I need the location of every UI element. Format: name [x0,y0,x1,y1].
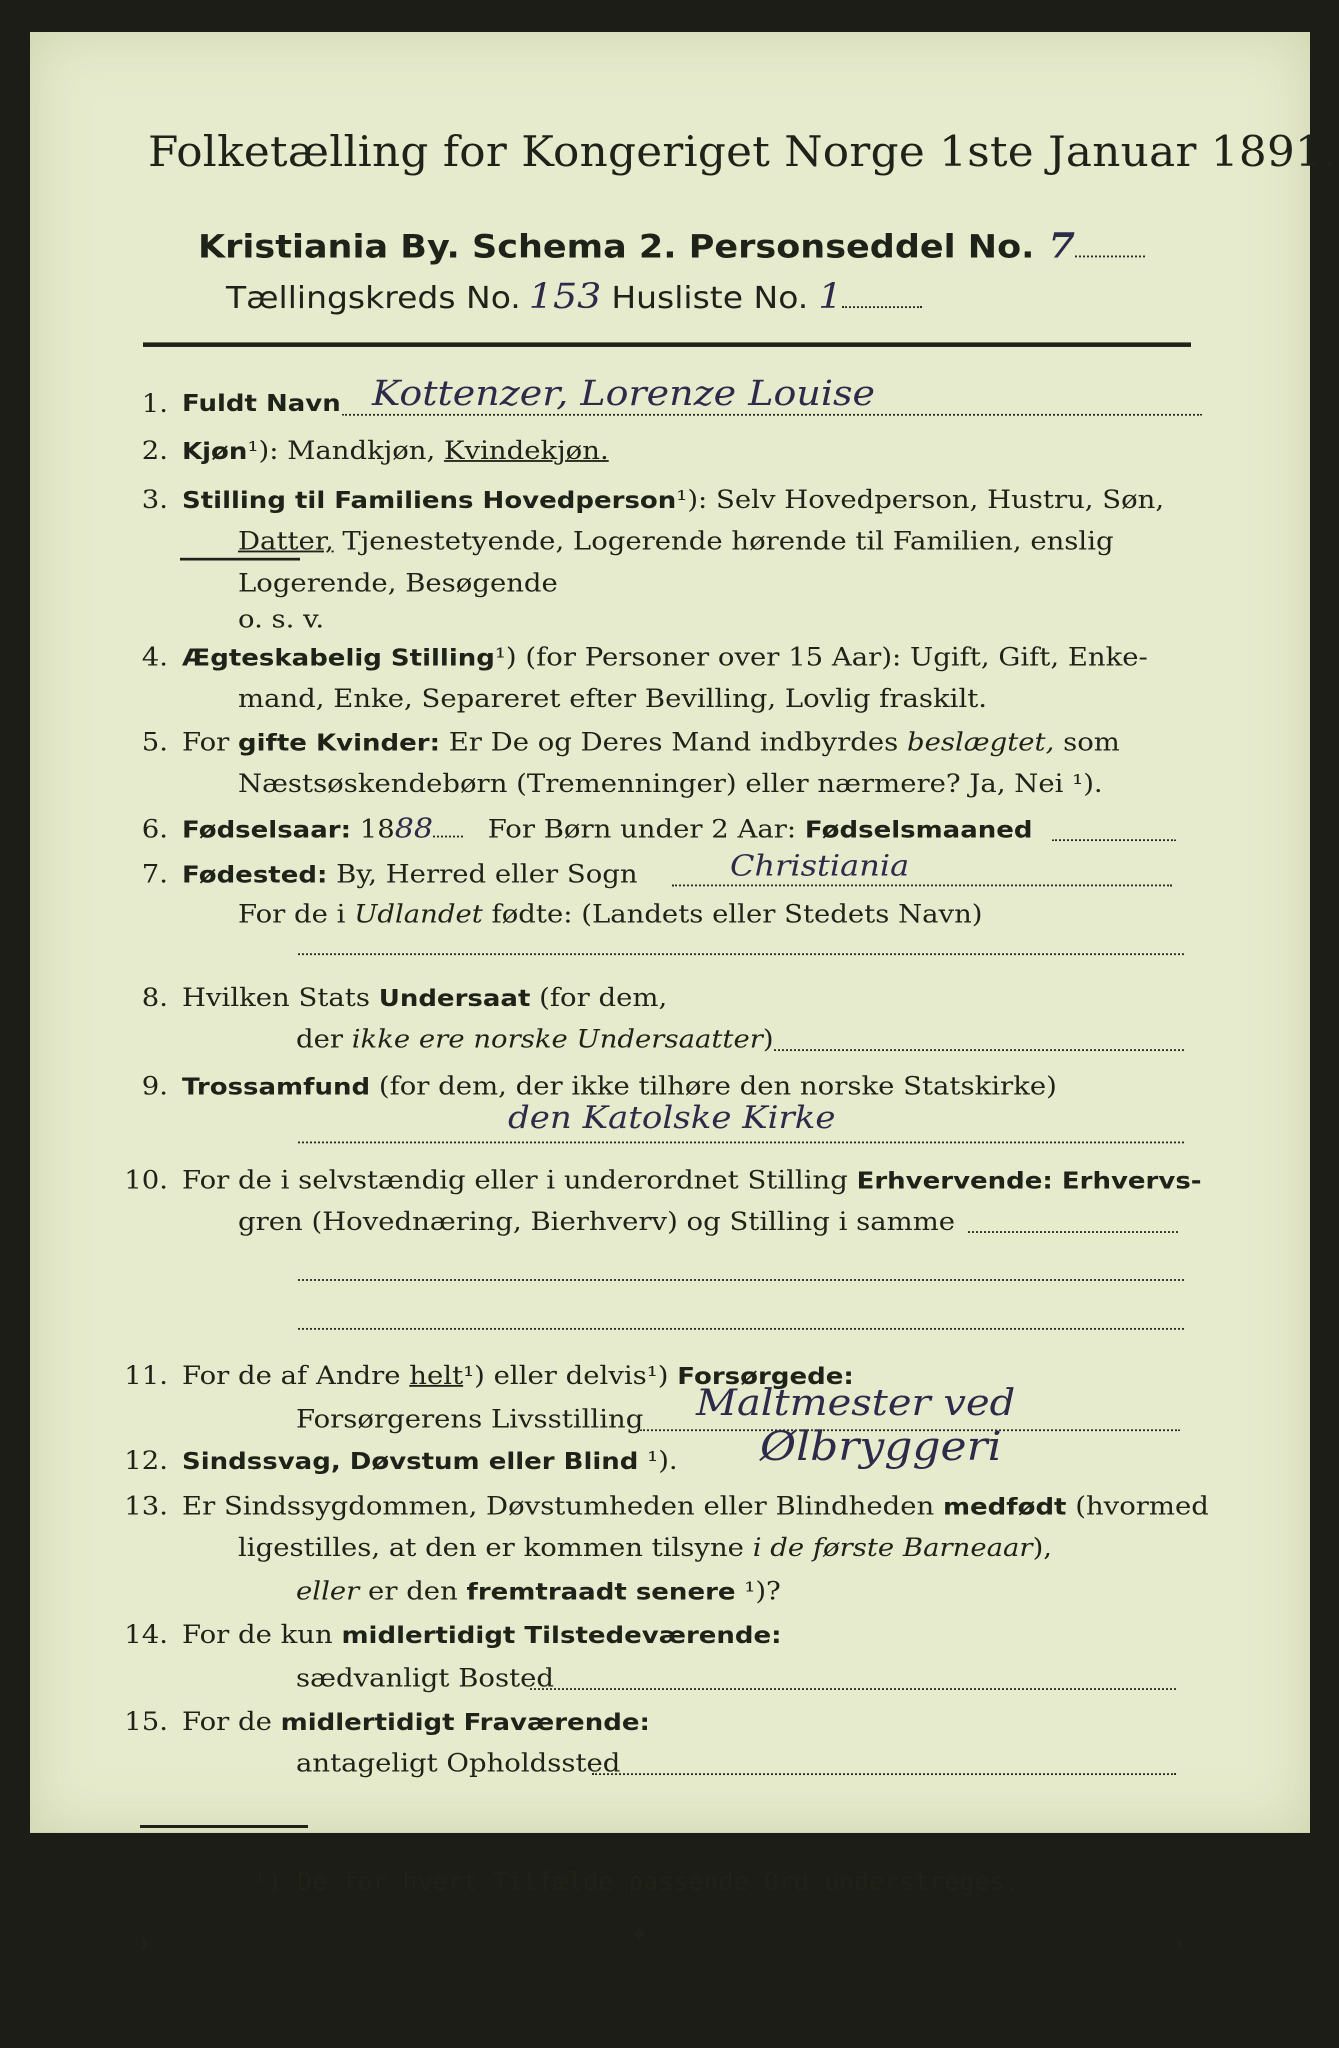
q2-options: ¹): Mandkjøn, [247,436,445,466]
registration-mark-center: ✦ [630,1923,649,1948]
q5-italic: beslægtet, [906,727,1055,757]
q12-rest: ¹). [638,1446,678,1476]
q1-label: Fuldt Navn [182,390,341,418]
q2-label: Kjøn [182,438,248,466]
q5-line2: Næstsøskendebørn (Tremenninger) eller nærmere? Ja, Nei ¹). [238,769,1103,799]
q13-line2-italic: i de første Barneaar [752,1533,1033,1563]
q7-answer: Christiania [730,848,910,883]
husliste-no: 1 [818,276,843,317]
q10-dots [968,1231,1178,1233]
q9-line [298,1142,1184,1144]
header-divider [143,342,1191,347]
taellingskreds-label: Tællingskreds No. [226,279,521,316]
q10-pre: For de i selvstændig eller i underordnet Stilling [182,1165,857,1195]
q6-year-prefix: 18 [359,814,395,844]
q3-answer-mark [180,558,300,561]
q7-rest: By, Herred eller Sogn [327,860,638,890]
q2-selected: Kvindekjøn. [444,436,609,466]
q11-pre: For de af Andre [182,1361,410,1391]
q6-label2: Fødselsmaaned [804,816,1033,844]
husliste-label: Husliste No. [611,279,809,316]
registration-mark-left: ✈ [135,1933,154,1958]
q8-line2-pre: der [296,1024,352,1054]
q15-line2 [296,1742,1176,1784]
q15-pre: For de [182,1707,281,1737]
q8-line2-italic: ikke ere norske Undersaatter [351,1024,763,1054]
q3-line4: o. s. v. [238,604,325,634]
q13-line3 [296,1571,781,1614]
q7-line2-pre: For de i [238,899,355,929]
q7-line2 [238,894,983,936]
q7-label: Fødested: [182,861,328,890]
q9-rest: (for dem, der ikke tilhøre den norske Statskirke) [370,1071,1057,1101]
q13-label: medfødt [942,1493,1067,1521]
q5-pre: For [182,727,239,757]
q4-number: 4. [141,642,168,672]
census-form-sheet [30,32,1338,1833]
q3-selected: Datter, [238,527,334,556]
q14-label: midlertidigt Tilstedeværende: [341,1622,782,1650]
q3-line3: Logerende, Besøgende [238,568,558,598]
q13-line3-mid: er den [359,1576,467,1606]
q3-line2: Tjenestetyende, Logerende hørende til Familien, enslig [333,527,1114,556]
q10-label: Erhvervende: [856,1167,1053,1195]
q13-rest: (hvormed [1066,1491,1209,1521]
form-title: Folketælling for Kongeriget Norge 1ste Januar 1891. [148,127,1338,177]
q5-label: gifte Kvinder: [238,729,440,757]
q15-line2-label: antageligt Opholdssted [296,1748,621,1778]
q15-number: 15. [124,1707,168,1737]
personseddel-no: 7 [1048,224,1075,266]
q4-line2: mand, Enke, Separeret efter Bevilling, Lovlig fraskilt. [238,684,988,714]
q13-number: 13. [124,1491,168,1521]
q6-mid: For Børn under 2 Aar: [487,814,805,844]
q2-number: 2. [141,436,168,466]
q12-label: Sindssvag, Døvstum eller Blind [182,1448,639,1476]
q12-answer: Ølbryggeri [760,1423,1002,1471]
q14-pre: For de kun [182,1620,342,1650]
q8-pre: Hvilken Stats [182,983,379,1013]
registration-mark-right: ✈ [1170,1933,1189,1958]
q14-line2 [296,1657,1176,1699]
q6-label: Fødselsaar: [182,816,351,844]
q14-line2-label: sædvanligt Bosted [296,1663,555,1693]
q7-blank-line [298,953,1184,955]
q3-label: Stilling til Familiens Hovedperson [182,487,677,515]
q5-end: som [1054,727,1120,757]
q10-line2: gren (Hovednæring, Bierhverv) og Stilling i samme [238,1207,956,1237]
q8-number: 8. [141,983,168,1013]
q3-number: 3. [141,485,168,515]
q10-number: 10. [124,1165,168,1195]
q10-blank-1 [298,1279,1184,1281]
q10-label2: Erhvervs- [1052,1167,1202,1195]
q13-pre: Er Sindssygdommen, Døvstumheden eller Blindheden [182,1491,943,1521]
q13-line2-end: ), [1032,1533,1053,1563]
q7-number: 7. [141,860,168,890]
q11-number: 11. [124,1361,168,1391]
q11-label: Forsørgede: [677,1363,854,1391]
q9-answer: den Katolske Kirke [508,1099,836,1137]
q1-answer: Kottenzer, Lorenze Louise [372,373,875,414]
q13-line2 [238,1527,1052,1569]
q7-line2-italic: Udlandet [354,899,483,929]
schema-line [198,225,1145,266]
q8-rest: (for dem, [530,983,668,1013]
q11-line2-label: Forsørgerens Livsstilling [296,1404,644,1434]
q6-number: 6. [141,814,168,844]
q5-line1: Er De og Deres Mand indbyrdes [439,727,907,757]
q4-line1: ¹) (for Personer over 15 Aar): Ugift, Gift, Enke- [494,642,1148,672]
q9-number: 9. [141,1071,168,1101]
q8-label: Undersaat [378,984,531,1013]
q8-line2-end: ) [762,1024,774,1054]
q11-mid: ¹) eller delvis¹) [463,1361,678,1391]
q5-number: 5. [141,727,168,757]
q6-year-answer: 88 [394,813,433,845]
q1-number: 1. [141,389,168,419]
footnote: ¹) De for hvert Tilfælde passende Ord understreges. [252,1867,1020,1896]
q11-selected: helt [409,1361,464,1391]
q13-line3-bold: fremtraadt senere [466,1578,736,1606]
q10-blank-2 [298,1328,1184,1330]
q8-line2 [296,1018,1176,1060]
q9-label: Trossamfund [182,1073,371,1101]
q4-label: Ægteskabelig Stilling [182,644,495,672]
q14-number: 14. [124,1620,168,1650]
q13-line2-pre: ligestilles, at den er kommen tilsyne [238,1533,753,1563]
q12-number: 12. [124,1446,168,1476]
schema-label: Kristiania By. Schema 2. Personseddel No. [198,229,1035,266]
q11-line2 [296,1382,1176,1441]
q11-answer: Maltmester ved [696,1382,1016,1424]
q7-line2-rest: fødte: (Landets eller Stedets Navn) [482,899,983,929]
q13-line3-end: ¹)? [735,1576,781,1606]
q3-line1: ¹): Selv Hovedperson, Hustru, Søn, [676,485,1165,515]
question-1 [110,373,1200,425]
q13-line3-italic: eller [296,1576,360,1606]
question-3-line2 [182,521,1114,563]
taellingskreds-no: 153 [528,276,602,317]
q15-label: midlertidigt Fraværende: [280,1708,650,1737]
footnote-rule [140,1825,308,1828]
kreds-line [226,276,922,316]
